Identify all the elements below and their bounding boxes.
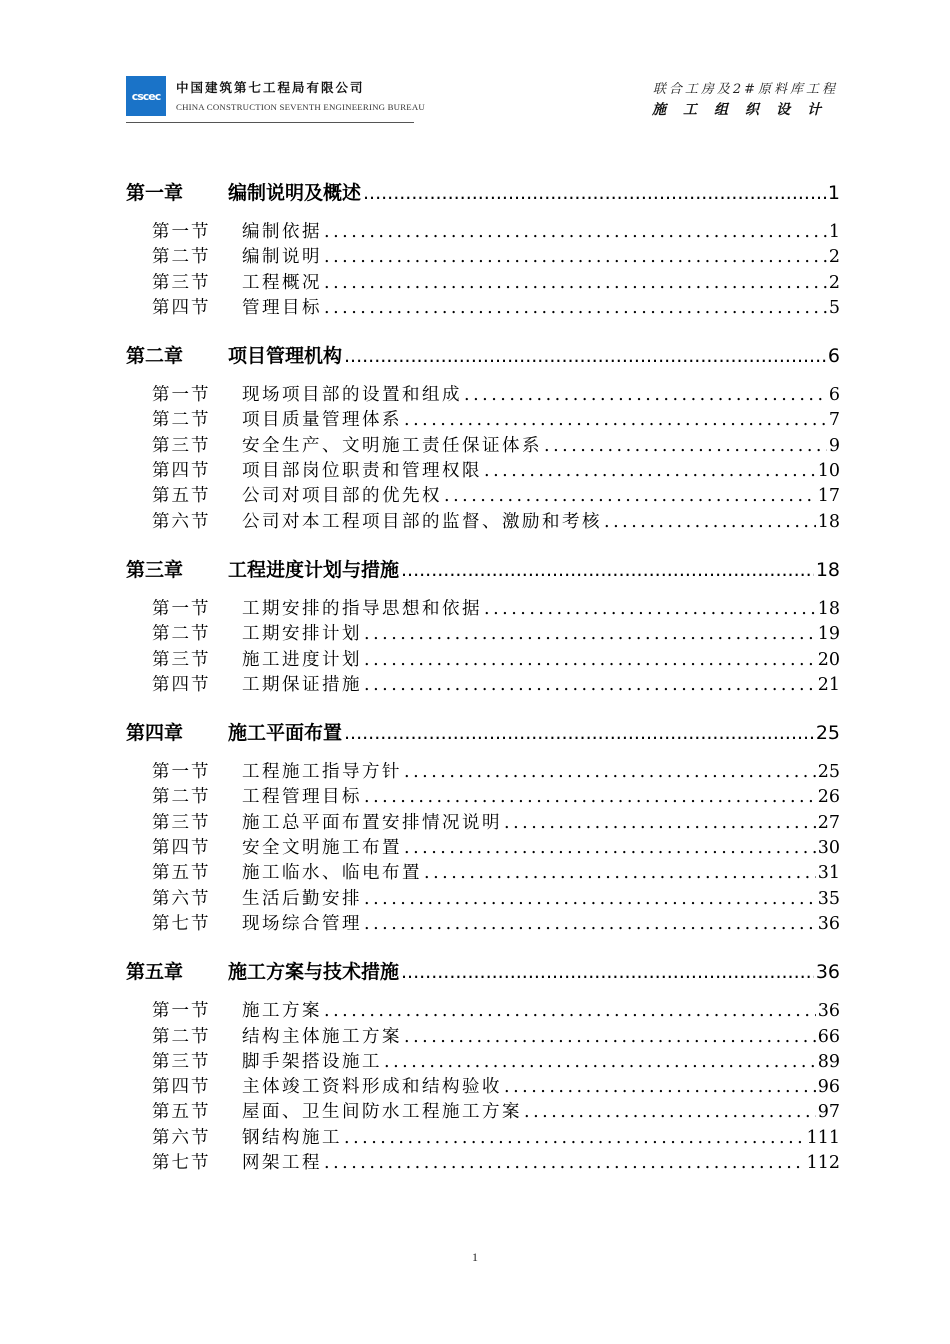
section-page: 36: [817, 913, 840, 934]
section-number: 第四节: [152, 674, 211, 695]
leader-dots: [344, 1128, 805, 1148]
toc-chapter-entry[interactable]: [126, 341, 840, 369]
section-title: 公司对本工程项目部的监督、激励和考核: [242, 511, 602, 532]
logo-text: cscec: [131, 89, 161, 103]
section-number: 第二节: [152, 247, 211, 268]
section-page: 97: [817, 1102, 840, 1123]
toc-chapter-group: [126, 555, 840, 696]
company-name-cn: 中国建筑第七工程局有限公司: [176, 80, 365, 95]
chapter-number: 第四章: [126, 722, 184, 745]
company-logo: [126, 76, 166, 116]
section-page: 26: [817, 787, 840, 808]
section-page: 6: [828, 385, 840, 406]
section-page: 111: [806, 1127, 840, 1148]
chapter-page: 1: [827, 182, 840, 204]
section-page: 7: [828, 410, 840, 431]
toc-section-entry[interactable]: [126, 432, 840, 457]
section-page: 1: [828, 222, 840, 242]
leader-dots: [364, 787, 816, 807]
leader-dots: [604, 512, 816, 532]
section-page: 19: [817, 624, 840, 645]
chapter-title: 编制说明及概述: [228, 182, 362, 204]
toc-section-entry[interactable]: [126, 406, 840, 431]
section-title: 项目质量管理体系: [242, 410, 402, 431]
toc-section-entry[interactable]: [126, 671, 840, 696]
section-number: 第五节: [152, 486, 211, 507]
section-page: 35: [817, 888, 840, 909]
section-page: 31: [817, 863, 840, 884]
toc-section-entry[interactable]: [126, 834, 840, 859]
leader-dots: [364, 650, 816, 670]
leader-dots: [324, 1001, 816, 1021]
section-number: 第二节: [152, 787, 211, 808]
section-title: 施工方案: [242, 1001, 322, 1022]
chapter-number: 第五章: [126, 961, 184, 984]
leader-dots: [364, 889, 816, 909]
toc-section-entry[interactable]: [126, 1023, 840, 1048]
leader-dots: [401, 961, 814, 983]
section-page: 96: [817, 1077, 840, 1098]
section-number: 第三节: [152, 435, 211, 456]
section-title: 网架工程: [242, 1153, 322, 1174]
chapter-page: 36: [815, 961, 840, 984]
section-title: 施工进度计划: [242, 649, 362, 670]
toc-section-entry[interactable]: [126, 783, 840, 808]
section-title: 钢结构施工: [242, 1127, 342, 1148]
toc-section-entry[interactable]: [126, 859, 840, 884]
leader-dots: [484, 461, 816, 481]
toc-section-entry[interactable]: [126, 646, 840, 671]
section-title: 公司对项目部的优先权: [242, 486, 442, 507]
section-title: 工期保证措施: [242, 674, 362, 695]
toc-section-entry[interactable]: [126, 243, 840, 268]
section-title: 现场项目部的设置和组成: [242, 385, 462, 406]
section-number: 第六节: [152, 1127, 211, 1148]
leader-dots: [324, 247, 827, 267]
toc-section-entry[interactable]: [126, 269, 840, 294]
section-number: 第二节: [152, 1026, 211, 1047]
leader-dots: [384, 1052, 816, 1072]
toc-chapter-group: [126, 178, 840, 319]
section-number: 第三节: [152, 812, 211, 833]
section-title: 安全生产、文明施工责任保证体系: [242, 435, 542, 456]
section-page: 21: [817, 674, 840, 695]
leader-dots: [524, 1102, 816, 1122]
section-page: 36: [817, 1001, 840, 1022]
section-title: 脚手架搭设施工: [242, 1051, 382, 1072]
section-title: 编制依据: [242, 222, 322, 242]
toc-chapter-entry[interactable]: [126, 555, 840, 583]
leader-dots: [324, 1153, 805, 1173]
section-number: 第二节: [152, 410, 211, 431]
section-title: 现场综合管理: [242, 913, 362, 934]
section-page: 9: [828, 435, 840, 456]
section-title: 工程管理目标: [242, 787, 362, 808]
toc-section-entry[interactable]: [126, 620, 840, 645]
leader-dots: [344, 722, 814, 744]
leader-dots: [364, 624, 816, 644]
section-number: 第一节: [152, 598, 211, 619]
section-number: 第六节: [152, 511, 211, 532]
toc-chapter-entry[interactable]: [126, 178, 840, 206]
section-number: 第四节: [152, 1077, 211, 1098]
section-page: 89: [817, 1051, 840, 1072]
table-of-contents: [126, 178, 840, 1196]
toc-chapter-group: [126, 718, 840, 935]
chapter-number: 第二章: [126, 345, 184, 368]
page-header: [126, 72, 838, 124]
section-page: 5: [828, 297, 840, 318]
section-number: 第三节: [152, 649, 211, 670]
leader-dots: [544, 436, 827, 456]
section-title: 生活后勤安排: [242, 888, 362, 909]
section-page: 20: [817, 649, 840, 670]
chapter-page: 6: [827, 345, 840, 368]
toc-chapter-entry[interactable]: [126, 957, 840, 985]
project-name: 联合工房及2#原料库工程: [652, 82, 838, 97]
section-page: 18: [817, 598, 840, 619]
section-title: 工程施工指导方针: [242, 762, 402, 783]
toc-section-entry[interactable]: [126, 1098, 840, 1123]
section-page: 25: [817, 762, 840, 783]
section-number: 第四节: [152, 461, 211, 482]
section-title: 施工临水、临电布置: [242, 863, 422, 884]
leader-dots: [484, 599, 816, 619]
section-number: 第一节: [152, 1001, 211, 1022]
section-page: 2: [828, 247, 840, 268]
section-number: 第五节: [152, 863, 211, 884]
section-title: 屋面、卫生间防水工程施工方案: [242, 1102, 522, 1123]
toc-section-entry[interactable]: [126, 294, 840, 319]
leader-dots: [444, 486, 816, 506]
toc-chapter-group: [126, 341, 840, 533]
leader-dots: [364, 914, 816, 934]
section-number: 第三节: [152, 1051, 211, 1072]
chapter-number: 第三章: [126, 558, 184, 581]
section-page: 10: [817, 461, 840, 482]
section-page: 17: [817, 486, 840, 507]
leader-dots: [504, 813, 816, 833]
toc-section-entry[interactable]: [126, 809, 840, 834]
leader-dots: [404, 762, 816, 782]
toc-section-entry[interactable]: [126, 508, 840, 533]
toc-section-entry[interactable]: [126, 1073, 840, 1098]
toc-section-entry[interactable]: [126, 1149, 840, 1174]
toc-section-entry[interactable]: [126, 997, 840, 1022]
chapter-page: 25: [815, 722, 840, 745]
toc-section-entry[interactable]: [126, 482, 840, 507]
chapter-page: 18: [815, 558, 840, 581]
toc-section-entry[interactable]: [126, 885, 840, 910]
section-page: 112: [806, 1153, 840, 1174]
section-number: 第一节: [152, 385, 211, 406]
leader-dots: [404, 1027, 816, 1047]
toc-chapter-group: [126, 957, 840, 1174]
leader-dots: [364, 675, 816, 695]
section-number: 第四节: [152, 838, 211, 859]
section-number: 第六节: [152, 888, 211, 909]
section-number: 第七节: [152, 1153, 211, 1174]
section-title: 管理目标: [242, 297, 322, 318]
toc-section-entry[interactable]: [126, 758, 840, 783]
section-title: 施工总平面布置安排情况说明: [242, 812, 502, 833]
page-number: 1: [472, 1250, 478, 1264]
chapter-number: 第一章: [126, 182, 184, 204]
company-name-en: CHINA CONSTRUCTION SEVENTH ENGINEERING BUREAU: [176, 102, 425, 112]
section-number: 第三节: [152, 272, 211, 293]
chapter-title: 项目管理机构: [228, 345, 343, 368]
section-title: 工期安排的指导思想和依据: [242, 598, 482, 619]
leader-dots: [363, 182, 826, 204]
section-page: 27: [817, 812, 840, 833]
toc-section-entry[interactable]: [126, 1048, 840, 1073]
leader-dots: [404, 838, 816, 858]
toc-chapter-entry[interactable]: [126, 718, 840, 746]
section-number: 第四节: [152, 297, 211, 318]
section-title: 工期安排计划: [242, 624, 362, 645]
chapter-title: 施工方案与技术措施: [228, 961, 400, 984]
section-title: 编制说明: [242, 247, 322, 268]
section-page: 30: [817, 838, 840, 859]
toc-section-entry[interactable]: [126, 381, 840, 406]
leader-dots: [504, 1077, 816, 1097]
section-page: 2: [828, 272, 840, 293]
section-page: 66: [817, 1026, 840, 1047]
section-number: 第一节: [152, 222, 211, 242]
section-number: 第二节: [152, 624, 211, 645]
section-title: 结构主体施工方案: [242, 1026, 402, 1047]
leader-dots: [464, 385, 827, 405]
toc-section-entry[interactable]: [126, 457, 840, 482]
chapter-title: 施工平面布置: [228, 722, 343, 745]
leader-dots: [324, 273, 827, 293]
leader-dots: [401, 559, 814, 581]
document-title: 施工组织设计: [652, 102, 838, 118]
leader-dots: [424, 863, 816, 883]
toc-section-entry[interactable]: [126, 595, 840, 620]
section-page: 18: [817, 511, 840, 532]
section-title: 项目部岗位职责和管理权限: [242, 461, 482, 482]
section-number: 第七节: [152, 913, 211, 934]
chapter-title: 工程进度计划与措施: [228, 558, 400, 581]
leader-dots: [404, 410, 827, 430]
toc-section-entry[interactable]: [126, 218, 840, 243]
section-number: 第一节: [152, 762, 211, 783]
leader-dots: [324, 298, 827, 318]
toc-section-entry[interactable]: [126, 1124, 840, 1149]
toc-section-entry[interactable]: [126, 910, 840, 935]
section-title: 工程概况: [242, 272, 322, 293]
section-number: 第五节: [152, 1102, 211, 1123]
section-title: 主体竣工资料形成和结构验收: [242, 1077, 502, 1098]
header-divider: [126, 122, 414, 123]
leader-dots: [344, 345, 826, 367]
section-title: 安全文明施工布置: [242, 838, 402, 859]
leader-dots: [324, 222, 827, 242]
